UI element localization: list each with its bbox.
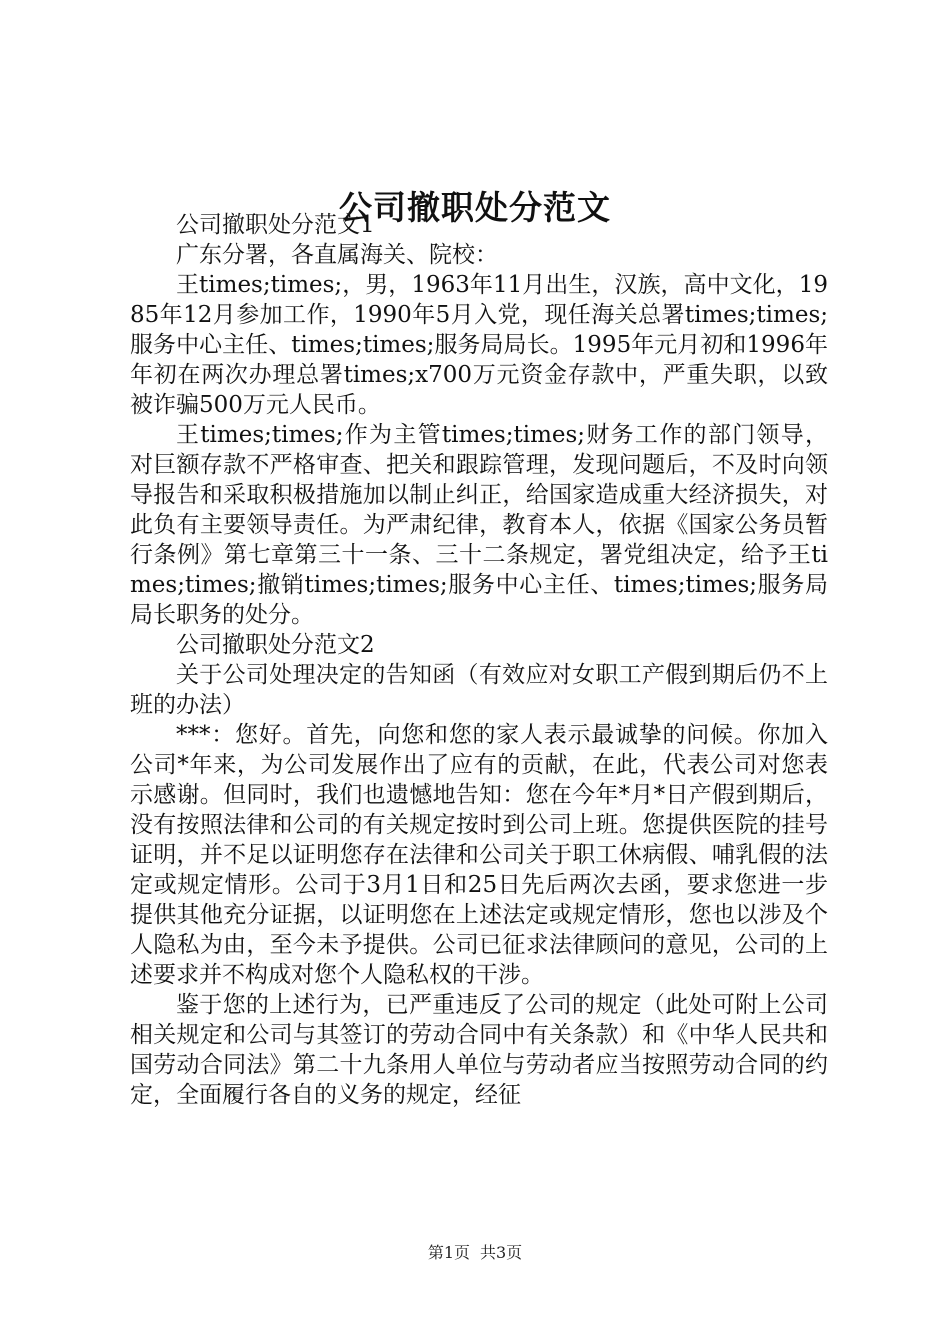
paragraph: ***：您好。首先，向您和您的家人表示最诚挚的问候。你加入公司*年来，为公司发展作出了应有的贡献，在此，代表公司对您表示感谢。但同时，我们也遗憾地告知：您在今年*月*日产假到期后，没有按照法律和公司的有关规定按时到公司上班。您提供医院的挂号证明，并不足以证明您存在法律和公司关于职工休病假、哺乳假的法定或规定情形。公司于3月1日和25日先后两次去函，要求您进一步提供其他充分证据，以证明您在上述法定或规定情形，您也以涉及个人隐私为由，至今未予提供。公司已征求法律顾问的意见，公司的上述要求并不构成对您个人隐私权的干涉。	[130, 722, 828, 988]
page-number: 第1页	[427, 1243, 470, 1262]
paragraph: 王times;times;，男，1963年11月出生，汉族，高中文化，1985年12月参加工作，1990年5月入党，现任海关总署times;times;服务中心主任、times;times;服务局局长。1995年元月初和1996年年初在两次办理总署times;x700万元资金存款中，严重失职，以致被诈骗500万元人民币。	[130, 272, 828, 418]
letter-subject: 关于公司处理决定的告知函（有效应对女职工产假到期后仍不上班的办法）	[130, 662, 828, 718]
page-footer	[0, 1242, 950, 1264]
paragraph: 鉴于您的上述行为，已严重违反了公司的规定（此处可附上公司相关规定和公司与其签订的劳动合同中有关条款）和《中华人民共和国劳动合同法》第二十九条用人单位与劳动者应当按照劳动合同的约定，全面履行各自的义务的规定，经征	[130, 992, 828, 1108]
section-heading-1: 公司撤职处分范文1	[176, 212, 375, 238]
paragraph: 王times;times;作为主管times;times;财务工作的部门领导，对巨额存款不严格审查、把关和跟踪管理，发现问题后，不及时向领导报告和采取积极措施加以制止纠正，给国家造成重大经济损失，对此负有主要领导责任。为严肃纪律，教育本人，依据《国家公务员暂行条例》第七章第三十一条、三十二条规定，署党组决定，给予王times;times;撤销times;times;服务中心主任、times;times;服务局局长职务的处分。	[130, 422, 828, 628]
document-body	[130, 210, 828, 1110]
section-heading-2: 公司撤职处分范文2	[176, 632, 375, 658]
page-total: 共3页	[480, 1243, 523, 1262]
salutation: 广东分署，各直属海关、院校：	[176, 242, 498, 268]
document-title: 公司撤职处分范文	[339, 188, 611, 227]
